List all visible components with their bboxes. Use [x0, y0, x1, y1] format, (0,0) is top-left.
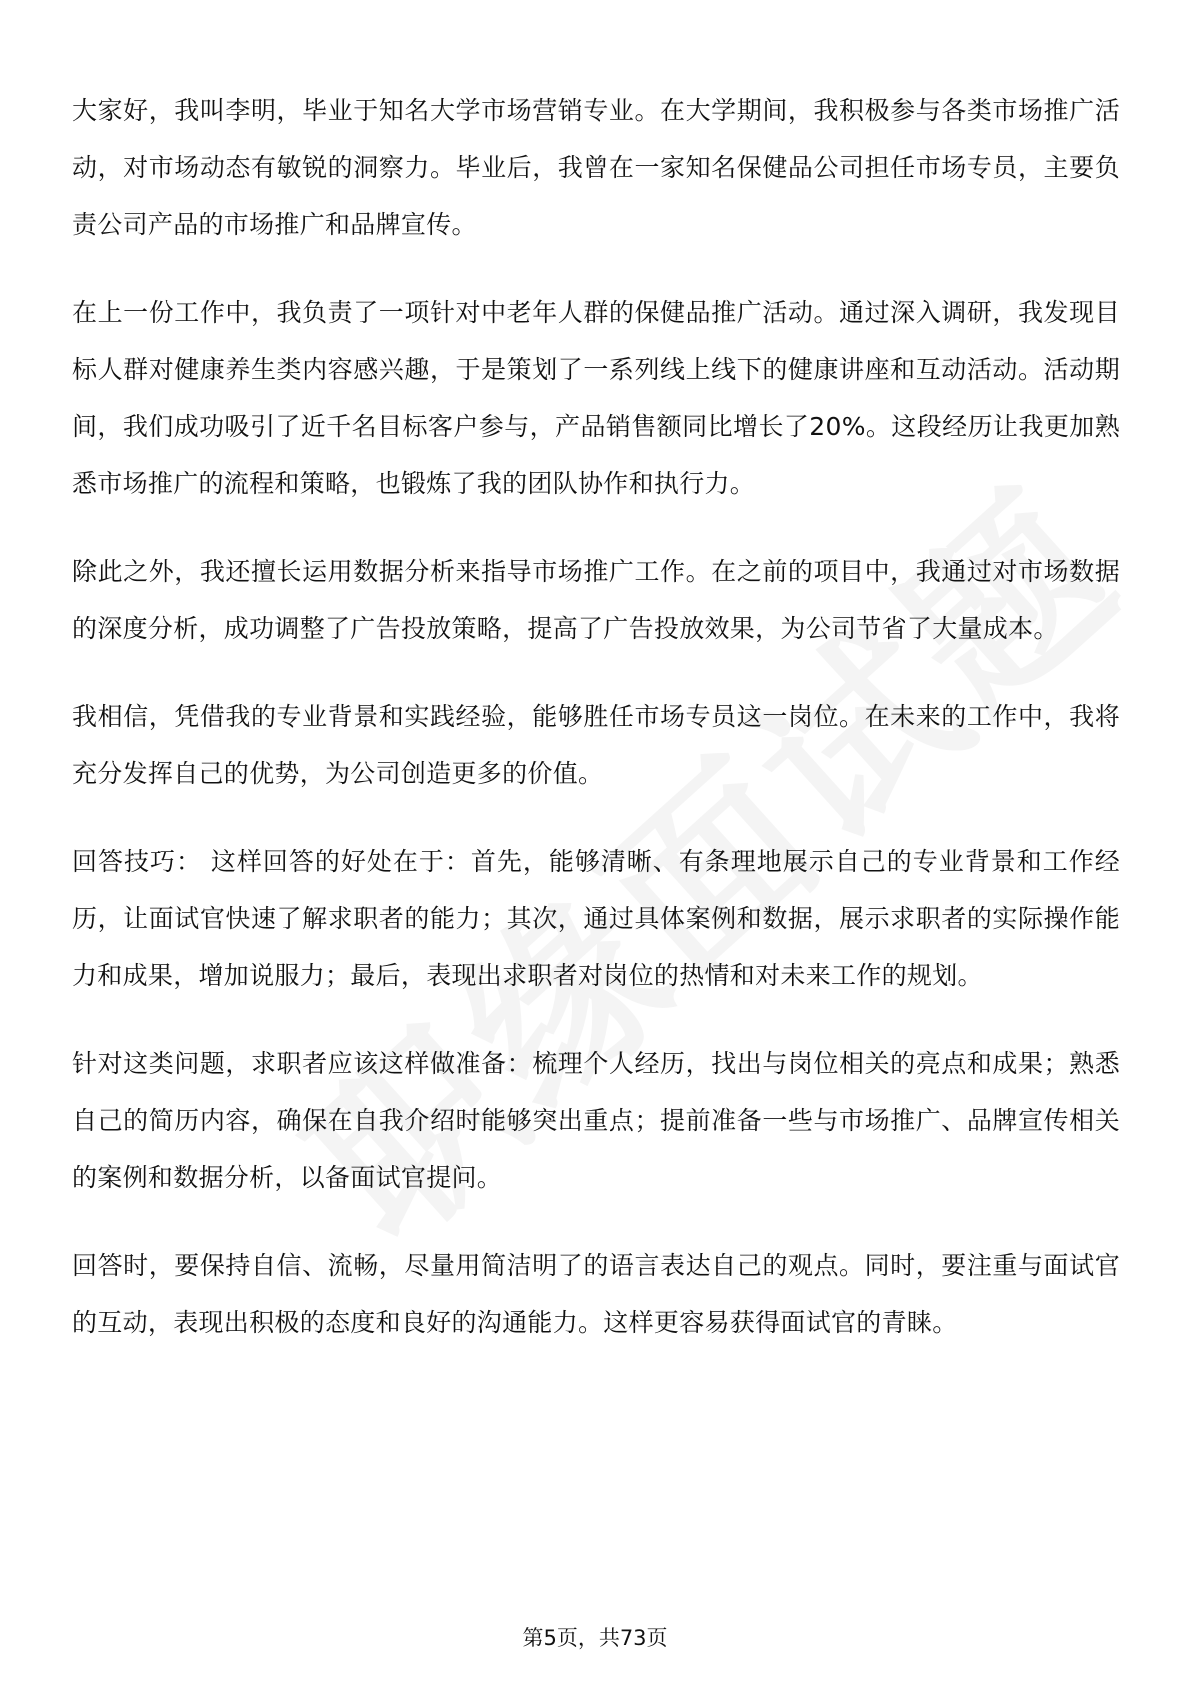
paragraph-experience: 在上一份工作中，我负责了一项针对中老年人群的保健品推广活动。通过深入调研，我发现目标人群对健康养生类内容感兴趣，于是策划了一系列线上线下的健康讲座和互动活动。活动期间，我们成功吸引了近千名目标客户参与，产品销售额同比增长了20%。这段经历让我更加熟悉市场推广的流程和策略，也锻炼了我的团队协作和执行力。 — [72, 298, 1120, 498]
paragraph-preparation: 针对这类问题，求职者应该这样做准备：梳理个人经历，找出与岗位相关的亮点和成果；熟悉自己的简历内容，确保在自我介绍时能够突出重点；提前准备一些与市场推广、品牌宣传相关的案例和数据分析，以备面试官提问。 — [72, 1049, 1120, 1192]
paragraph-conclusion: 我相信，凭借我的专业背景和实践经验，能够胜任市场专员这一岗位。在未来的工作中，我将充分发挥自己的优势，为公司创造更多的价值。 — [72, 702, 1120, 788]
paragraph-answer-tips: 回答技巧： 这样回答的好处在于：首先，能够清晰、有条理地展示自己的专业背景和工作经历，让面试官快速了解求职者的能力；其次，通过具体案例和数据，展示求职者的实际操作能力和成果，增加说服力；最后，表现出求职者对岗位的热情和对未来工作的规划。 — [72, 847, 1120, 990]
page-number-footer: 第5页，共73页 — [522, 1626, 668, 1650]
paragraph-data-analysis: 除此之外，我还擅长运用数据分析来指导市场推广工作。在之前的项目中，我通过对市场数据的深度分析，成功调整了广告投放策略，提高了广告投放效果，为公司节省了大量成本。 — [72, 557, 1120, 643]
paragraph-delivery-advice: 回答时，要保持自信、流畅，尽量用简洁明了的语言表达自己的观点。同时，要注重与面试官的互动，表现出积极的态度和良好的沟通能力。这样更容易获得面试官的青睐。 — [72, 1251, 1120, 1337]
document-body — [72, 82, 1120, 1382]
paragraph-intro: 大家好，我叫李明，毕业于知名大学市场营销专业。在大学期间，我积极参与各类市场推广活动，对市场动态有敏锐的洞察力。毕业后，我曾在一家知名保健品公司担任市场专员，主要负责公司产品的市场推广和品牌宣传。 — [72, 96, 1120, 239]
